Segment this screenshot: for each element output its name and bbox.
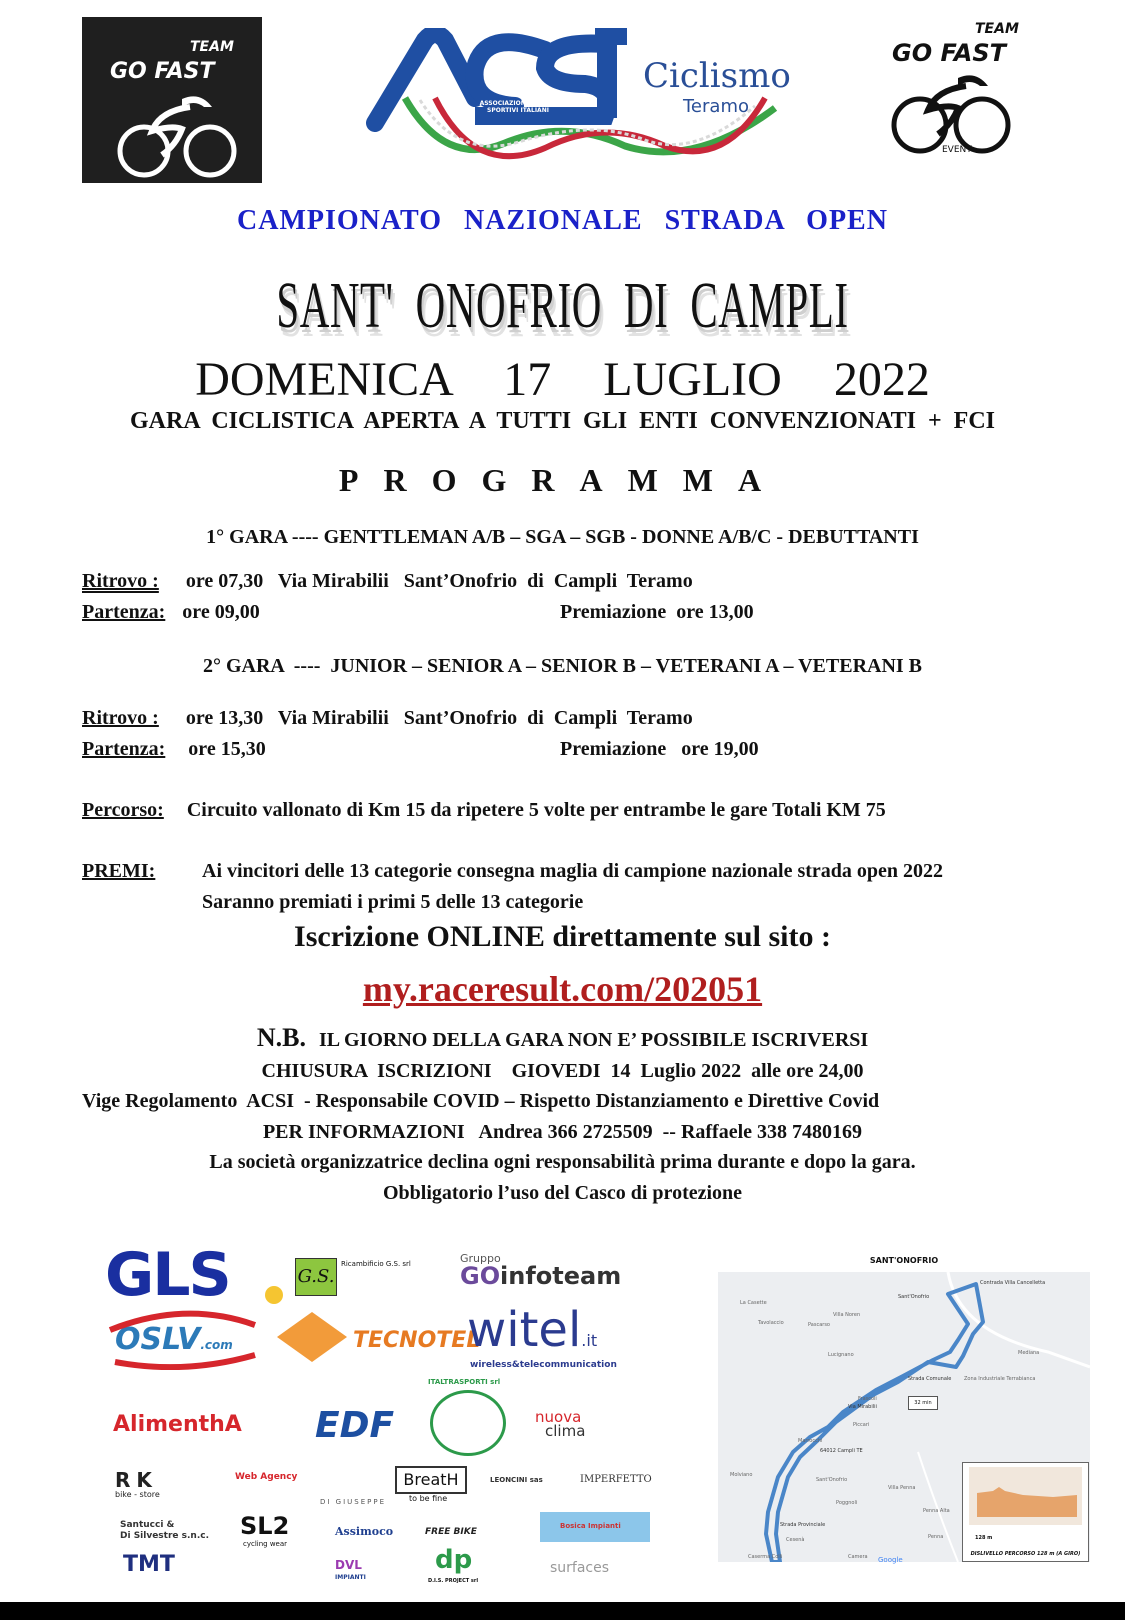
sponsor-tmt: TMT [123, 1552, 175, 1577]
team-go-fast-logo-left [82, 17, 262, 183]
race-1-partenza [82, 601, 260, 624]
ritrovo-label: Ritrovo : [82, 570, 159, 592]
logo-team-text: TEAM [975, 21, 1019, 37]
race-1-ritrovo [82, 570, 693, 593]
event-date: DOMENICA 17 LUGLIO 2022 [195, 353, 930, 406]
tecnotel-diamond-icon [277, 1312, 347, 1362]
time-badge: 32 min [908, 1396, 938, 1410]
race-2-heading: 2° GARA ---- JUNIOR – SENIOR A – SENIOR B – VETERANI A – VETERANI B [202, 655, 923, 677]
bottom-bar [0, 1602, 1125, 1620]
percorso-label: Percorso: [82, 799, 164, 821]
sponsor-nuova: nuova [535, 1408, 582, 1426]
logo-name-text: GO FAST [892, 39, 1006, 67]
race-2-partenza [82, 738, 266, 761]
nb-note [0, 1023, 1125, 1053]
percorso-row [82, 799, 886, 822]
sponsor-gs-text: Ricambificio G.S. srl [341, 1260, 411, 1268]
sponsor-freebike: FREE BIKE [425, 1527, 477, 1537]
nb-text: IL GIORNO DELLA GARA NON E’ POSSIBILE ISCRIVERSI [318, 1029, 869, 1051]
sponsor-edf: EDF [315, 1405, 395, 1446]
acsi-subtitle: ASSOCIAZIONE CENTRI SPORTIVI ITALIANI [479, 100, 557, 114]
sponsor-rk: RK [115, 1468, 158, 1492]
partenza-value: ore 09,00 [182, 601, 260, 623]
logo-name-text: GO FAST [110, 59, 215, 84]
event-subtitle: GARA CICLISTICA APERTA A TUTTI GLI ENTI CONVENZIONATI + FCI [129, 408, 996, 434]
sponsor-santucci-2: Di Silvestre s.n.c. [120, 1531, 210, 1541]
sponsor-clima: clima [545, 1422, 586, 1440]
premi-line-1: Ai vincitori delle 13 categorie consegna maglia di campione nazionale strada open 2022 [202, 860, 944, 882]
sponsor-witel: witel.it [467, 1302, 598, 1358]
partenza-label: Partenza: [82, 738, 166, 760]
ritrovo-value: ore 07,30 Via Mirabilii Sant’Onofrio di Campli Teramo [185, 570, 693, 592]
sponsor-breath-sub: to be fine [409, 1494, 448, 1503]
race-1-premiazione: Premiazione ore 13,00 [560, 601, 754, 623]
championship-title: CAMPIONATO NAZIONALE STRADA OPEN [237, 205, 888, 236]
sponsor-dvl: DVL [335, 1558, 362, 1572]
sponsor-leoncini: LEONCINI sas [490, 1476, 543, 1484]
sponsor-alimentha: AlimenthA [113, 1412, 242, 1437]
sponsor-sl2-sub: cycling wear [243, 1540, 288, 1548]
partenza-label: Partenza: [82, 601, 166, 623]
sponsor-italtrasporti [430, 1390, 506, 1456]
sponsor-tecnotel: TECNOTEL [353, 1328, 481, 1353]
logo-team-text: TEAM [190, 39, 234, 55]
liability-text: La società organizzatrice declina ogni responsabilità prima durante e dopo la gara. [209, 1151, 916, 1173]
map-title: SANT'ONOFRIO [869, 1256, 939, 1265]
team-go-fast-event-logo-right [880, 15, 1030, 155]
oslv-swoosh-icon [105, 1310, 265, 1370]
online-registration-text: Iscrizione ONLINE direttamente sul sito : [294, 920, 831, 953]
programma-heading: PROGRAMMA [338, 462, 787, 498]
partenza-value: ore 15,30 [188, 738, 266, 760]
sponsor-dp-sub: D.I.S. PROJECT srl [428, 1578, 479, 1584]
registration-link[interactable]: my.raceresult.com/202051 [362, 969, 763, 1009]
acsi-ciclismo-teramo-logo [365, 28, 795, 168]
premi-label: PREMI: [82, 860, 156, 882]
event-text: EVENT [942, 145, 972, 155]
sponsor-sl2: SL2 [240, 1512, 290, 1540]
race-2-premiazione: Premiazione ore 19,00 [560, 738, 759, 760]
sponsor-rk-sub: bike - store [115, 1490, 160, 1499]
sponsor-infoteam: infoteam [500, 1262, 622, 1290]
ciclismo-text: Ciclismo [643, 56, 791, 96]
sponsor-logos [95, 1240, 675, 1602]
contact-info: PER INFORMAZIONI Andrea 366 2725509 -- Raffaele 338 7480169 [262, 1121, 863, 1143]
elevation-value: 128 m [975, 1535, 993, 1541]
cyclist-icon [112, 89, 242, 179]
elevation-caption: DISLIVELLO PERCORSO 128 m (A GIRO) [970, 1551, 1081, 1557]
sponsor-dvl-sub: IMPIANTI [335, 1574, 366, 1581]
sponsor-witel-sub: wireless&telecommunication [470, 1360, 617, 1370]
sponsor-bosica: Bosica Impianti [540, 1512, 650, 1542]
regulation-text: Vige Regolamento ACSI - Responsabile COVID – Rispetto Distanziamento e Direttive Covid [82, 1090, 880, 1112]
race-1-heading: 1° GARA ---- GENTTLEMAN A/B – SGA – SGB - DONNE A/B/C - DEBUTTANTI [206, 526, 919, 548]
sponsor-surfaces: surfaces [550, 1560, 610, 1576]
helmet-required-text: Obbligatorio l’uso del Casco di protezione [382, 1182, 743, 1204]
closing-date: CHIUSURA ISCRIZIONI GIOVEDI 14 Luglio 2022 alle ore 24,00 [261, 1060, 864, 1082]
sponsor-cyber-webagency: Web Agency [235, 1472, 298, 1482]
sponsor-infoteam-go: GO [460, 1262, 501, 1290]
teramo-text: Teramo [683, 96, 749, 117]
elevation-chart-icon [963, 1463, 1088, 1533]
elevation-profile-inset [962, 1462, 1089, 1562]
sponsor-santucci-1: Santucci & [120, 1520, 175, 1530]
sponsor-oslv: OSLV.com [115, 1322, 233, 1357]
sponsor-assimoco: Assimoco [335, 1525, 394, 1538]
nb-label: N.B. [256, 1023, 306, 1052]
sponsor-dp: dp [435, 1545, 473, 1575]
race-2-ritrovo [82, 707, 693, 730]
sponsor-breath: BreatH [395, 1466, 467, 1494]
gls-dot-icon [265, 1286, 283, 1304]
premi-line-2: Saranno premiati i primi 5 delle 13 categorie [202, 891, 584, 913]
sponsor-digiuseppe: DI GIUSEPPE [320, 1498, 387, 1506]
percorso-value: Circuito vallonato di Km 15 da ripetere 5 volte per entrambe le gare Totali KM 75 [186, 799, 886, 821]
town-title: SANT' ONOFRIO DI CAMPLI [276, 269, 849, 342]
sponsor-italtrasporti-text: ITALTRASPORTI srl [428, 1378, 501, 1386]
ritrovo-label: Ritrovo : [82, 707, 159, 729]
sponsor-imperfetto: IMPERFETTO [580, 1474, 652, 1485]
sponsor-gls: GLS [105, 1240, 230, 1310]
ritrovo-value: ore 13,30 Via Mirabilii Sant’Onofrio di Campli Teramo [185, 707, 693, 729]
sponsor-infoteam-group: Gruppo [460, 1252, 501, 1265]
sponsor-gs: G.S. [295, 1258, 337, 1296]
route-map: La Casette Tavolaccio Pascarso Villa Noren Lucignano Frascoli Via Mirabilii Piccari Marrocchi 64012 Campli TE Molviano Sant'Onofrio Villa Penna Poggnoli Strada Provinciale Cesenà Caserma Colli Camera Penna Alta Penna Mediana Strada Comunale Sant'Onofrio Contrada Villa Cancelletta Zona Industriale Terrabianca Google 32 min [718, 1272, 1090, 1562]
